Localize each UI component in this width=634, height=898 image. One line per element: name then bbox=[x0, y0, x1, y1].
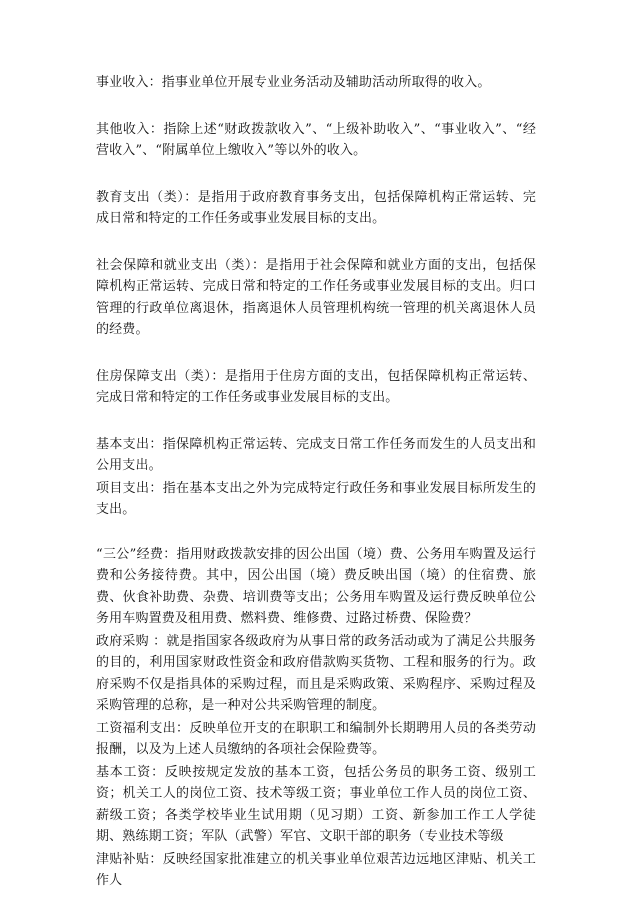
definition-project-expenditure: 项目支出：指在基本支出之外为完成特定行政任务和事业发展目标所发生的支出。 bbox=[96, 480, 536, 517]
document-body bbox=[96, 72, 536, 892]
definition-allowances-subsidies: 津贴补贴：反映经国家批准建立的机关事业单位艰苦边远地区津贴、机关工作人 bbox=[96, 851, 536, 888]
definition-three-public-expenses: “三公”经费：指用财政拨款安排的因公出国（境）费、公务用车购置及运行费和公务接待费。其中，因公出国（境）费反映出国（境）的住宿费、旅费、伙食补助费、杂费、培训费等支出；公务用车购置及运行费反映单位公务用车购置费及租用费、燃料费、维修费、过路过桥费、保险费？ bbox=[96, 546, 536, 626]
definition-wage-welfare-expenditure: 工资福利支出：反映单位开支的在职职工和编制外长期聘用人员的各类劳动报酬，以及为上述人员缴纳的各项社会保险费等。 bbox=[96, 720, 536, 757]
definition-social-security-expenditure: 社会保障和就业支出（类）：是指用于社会保障和就业方面的支出，包括保障机构正常运转、完成日常和特定的工作任务或事业发展目标的支出。归口管理的行政单位离退休，指离退休人员管理机构统一管理的机关离退休人员的经费。 bbox=[96, 257, 536, 337]
definition-government-procurement: 政府采购 ：就是指国家各级政府为从事日常的政务活动或为了满足公共服务的目的，利用国家财政性资金和政府借款购买货物、工程和服务的行为。政府采购不仅是指具体的采购过程，而且是采购政策、采购程序、采购过程及采购管理的总称，是一种对公共采购管理的制度。 bbox=[96, 633, 536, 713]
definition-basic-wage: 基本工资：反映按规定发放的基本工资，包括公务员的职务工资、级别工资；机关工人的岗位工资、技术等级工资；事业单位工作人员的岗位工资、薪级工资；各类学校毕业生试用期（见习期）工资、新参加工作工人学徒期、熟练期工资；军队（武警）军官、文职干部的职务（专业技术等级 bbox=[96, 764, 536, 844]
definition-education-expenditure: 教育支出（类）：是指用于政府教育事务支出，包括保障机构正常运转、完成日常和特定的工作任务或事业发展目标的支出。 bbox=[96, 189, 536, 226]
definition-business-income: 事业收入：指事业单位开展专业业务活动及辅助活动所取得的收入。 bbox=[96, 75, 491, 90]
definition-basic-expenditure: 基本支出：指保障机构正常运转、完成支日常工作任务而发生的人员支出和公用支出。 bbox=[96, 436, 536, 473]
definition-housing-expenditure: 住房保障支出（类）：是指用于住房方面的支出，包括保障机构正常运转、完成日常和特定的工作任务或事业发展目标的支出。 bbox=[96, 368, 536, 405]
definition-other-income: 其他收入：指除上述“财政拨款收入”、“上级补助收入”、“事业收入”、“经营收入”、“附属单位上缴收入”等以外的收入。 bbox=[96, 121, 536, 158]
